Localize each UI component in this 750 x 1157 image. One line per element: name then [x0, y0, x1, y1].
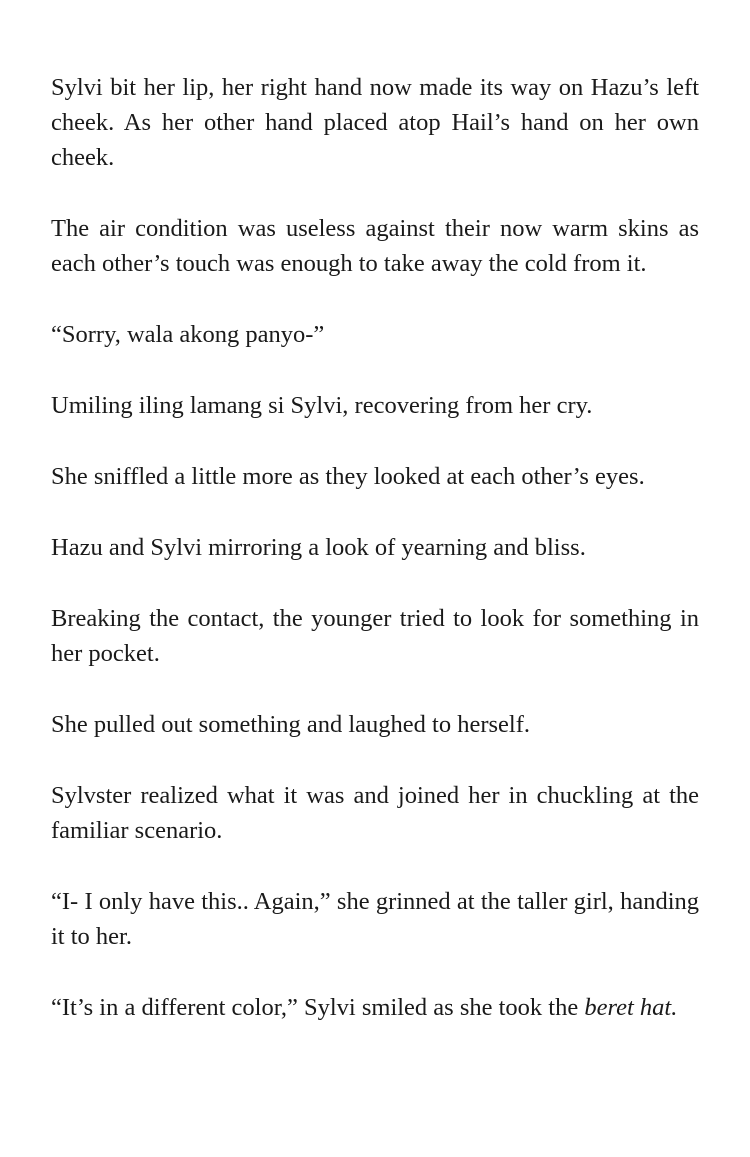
paragraph-11-text: “It’s in a different color,” Sylvi smiled as she took the: [51, 994, 585, 1021]
story-page: [51, 70, 699, 1061]
paragraph-6: Hazu and Sylvi mirroring a look of yearning and bliss.: [51, 534, 586, 561]
paragraph-4: Umiling iling lamang si Sylvi, recovering from her cry.: [51, 392, 593, 419]
paragraph-5: She sniffled a little more as they looked at each other’s eyes.: [51, 463, 645, 490]
paragraph-7: Breaking the contact, the younger tried to look for something in her pocket.: [51, 605, 699, 667]
paragraph-2: The air condition was useless against their now warm skins as each other’s touch was enough to take away the cold from it.: [51, 215, 699, 277]
paragraph-10: “I- I only have this.. Again,” she grinned at the taller girl, handing it to her.: [51, 888, 699, 950]
paragraph-9: Sylvster realized what it was and joined her in chuckling at the familiar scenario.: [51, 782, 699, 844]
paragraph-11-italic: beret hat.: [584, 994, 678, 1021]
paragraph-3: “Sorry, wala akong panyo-”: [51, 321, 325, 348]
paragraph-8: She pulled out something and laughed to herself.: [51, 711, 531, 738]
paragraph-11: [51, 990, 699, 1025]
paragraph-1: Sylvi bit her lip, her right hand now made its way on Hazu’s left cheek. As her other hand placed atop Hail’s hand on her own cheek.: [51, 74, 699, 171]
